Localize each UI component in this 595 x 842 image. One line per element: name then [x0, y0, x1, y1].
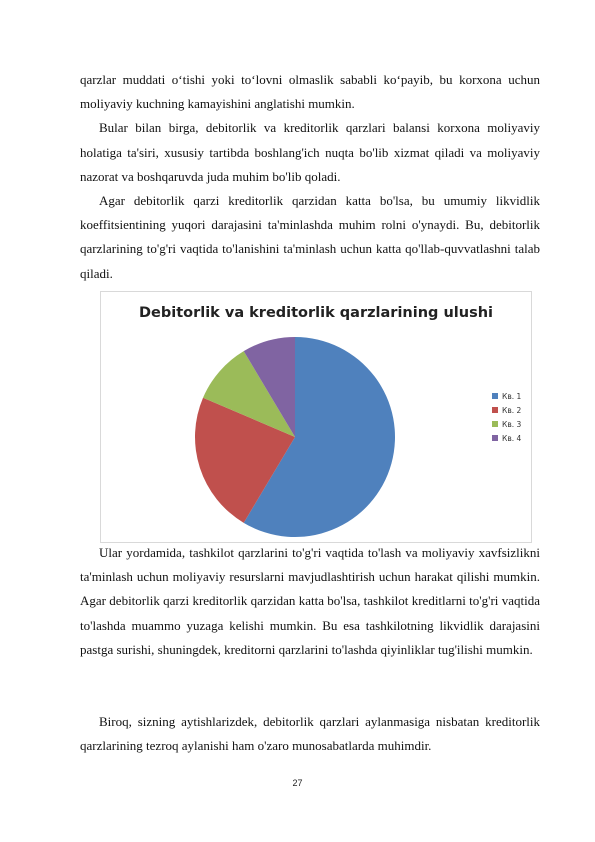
page-number: 27: [292, 778, 303, 788]
chart-legend: [492, 389, 521, 445]
pie-chart: [100, 291, 532, 543]
paragraph-3: Agar debitorlik qarzi kreditorlik qarzidan katta bo'lsa, bu umumiy likvidlik koeffitsientining yuqori darajasini ta'minlashda muhim rolni o'ynaydi. Bu, debitorlik qarzlarining to'g'ri vaqtida to'lanishini ta'minlash uchun katta qo'llab-quvvatlashni talab qiladi.: [80, 193, 540, 281]
chart-title: Debitorlik va kreditorlik qarzlarining ulushi: [138, 305, 494, 321]
legend-label: Кв. 2: [502, 405, 522, 415]
text-block-bottom: [80, 710, 540, 758]
legend-swatch: [492, 421, 498, 427]
legend-swatch: [492, 393, 498, 399]
legend-label: Кв. 1: [502, 391, 522, 401]
legend-swatch: [492, 435, 498, 441]
legend-item: [492, 403, 521, 417]
paragraph-4: Ular yordamida, tashkilot qarzlarini to'g'ri vaqtida to'lash va moliyaviy xavfsizlikni ta'minlash uchun moliyaviy resurslarni mavjudlashtirish uchun harakat qilishi mumkin. Agar debitorlik qarzi kreditorlik qarzidan katta bo'lsa, tashkilot kreditlarni to'g'ri vaqtida to'lashda muammo yuzaga kelishi mumkin. Bu esa tashkilotning likvidlik darajasini pastga surishi, shuningdek, kreditorni qarzlarini to'lashda qiyinliklar tug'ilishi mumkin.: [80, 545, 540, 657]
text-block-top: [80, 68, 540, 286]
legend-item: [492, 417, 521, 431]
text-block-middle: [80, 541, 540, 662]
legend-swatch: [492, 407, 498, 413]
legend-label: Кв. 4: [502, 433, 522, 443]
legend-item: [492, 431, 521, 445]
pie-chart-svg: [101, 292, 531, 542]
paragraph-2: Bular bilan birga, debitorlik va kreditorlik qarzlari balansi korxona moliyaviy holatiga ta'siri, xususiy tartibda boshlang'ich nuqta bo'lib xizmat qiladi va moliyaviy nazorat va boshqaruvda juda muhim bo'lib qoladi.: [80, 120, 540, 184]
legend-item: [492, 389, 521, 403]
paragraph-5: Biroq, sizning aytishlarizdek, debitorlik qarzlari aylanmasiga nisbatan kreditorlik qarzlarining tezroq aylanishi ham o'zaro munosabatlarda muhimdir.: [80, 714, 540, 754]
legend-label: Кв. 3: [502, 419, 522, 429]
paragraph-1: qarzlar muddati o‘tishi yoki to‘lovni olmaslik sababli ko‘payib, bu korxona uchun moliyaviy kuchning kamayishini anglatishi mumkin.: [80, 72, 540, 112]
